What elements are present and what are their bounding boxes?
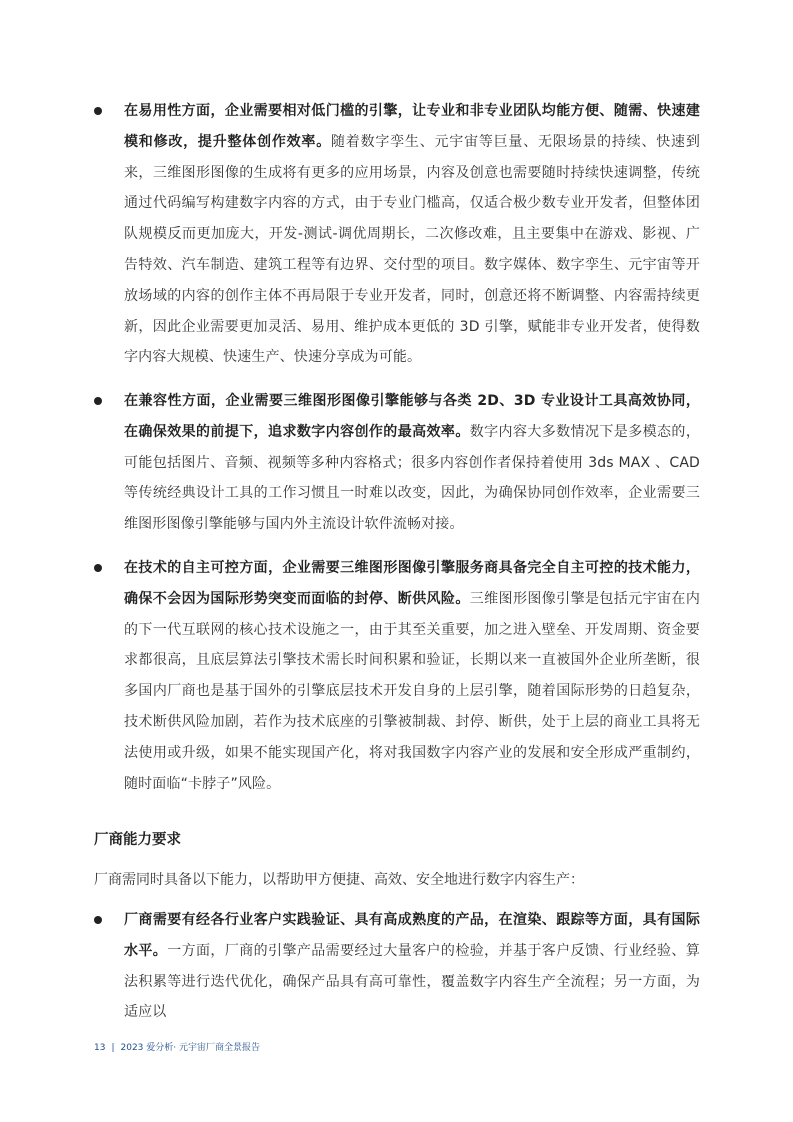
bullet-icon <box>94 397 102 405</box>
bullet-body-text: 数字内容大多数情况下是多模态的，可能包括图片、音频、视频等多种内容格式；很多内容创作者保持着使用 3ds MAX 、CAD 等传统经典设计工具的工作习惯且一时难以改变，因此，为确保协同创作效率，企业需要三维图形图像引擎能够与国内外主流设计软件流畅对接。 <box>124 423 700 533</box>
bullet-bold-lead: 在兼容性方面，企业需要三维图形图像引擎能够与各类 2D、3D 专业设计工具高效协同，在确保效果的前提下，追求数字内容创作的最高效率。 <box>124 393 700 440</box>
bullet-icon <box>94 107 102 115</box>
bullet-paragraph <box>124 96 700 373</box>
page-number: 13 <box>94 1043 106 1053</box>
page-footer <box>94 1040 260 1053</box>
footer-separator: | <box>111 1043 115 1053</box>
bullet-body-text: 随着数字孪生、元宇宙等巨量、无限场景的持续、快速到来，三维图形图像的生成将有更多的应用场景，内容及创意也需要随时持续快速调整，传统通过代码编写构建数字内容的方式，由于专业门槛高，仅适合极少数专业开发者，但整体团队规模反而更加庞大，开发-测试-调优周期长，二次修改难，且主要集中在游戏、影视、广告特效、汽车制造、建筑工程等有边界、交付型的项目。数字媒体、数字孪生、元宇宙等开放场域的内容的创作主体不再局限于专业开发者，同时，创意还将不断调整、内容需持续更新，因此企业需要更加灵活、易用、维护成本更低的 3D 引擎，赋能非专业开发者，使得数字内容大规模、快速生产、快速分享成为可能。 <box>124 133 700 366</box>
section-heading: 厂商能力要求 <box>94 832 181 848</box>
section-intro: 厂商需同时具备以下能力，以帮助甲方便捷、高效、安全地进行数字内容生产： <box>94 872 584 888</box>
bullet-icon <box>94 564 102 572</box>
bullet-bold-lead: 厂商需要有经各行业客户实践验证、具有高成熟度的产品，在渲染、跟踪等方面，具有国际水平。 <box>124 912 700 959</box>
bullet-paragraph <box>124 905 700 1028</box>
bullet-body-text: 一方面，厂商的引擎产品需要经过大量客户的检验，并基于客户反馈、行业经验、算法积累等进行迭代优化，确保产品具有高可靠性，覆盖数字内容生产全流程；另一方面，为适应以 <box>124 942 700 1021</box>
bullet-bold-lead: 在易用性方面，企业需要相对低门槛的引擎，让专业和非专业团队均能方便、随需、快速建模和修改，提升整体创作效率。 <box>124 103 700 150</box>
bullet-body-text: 三维图形图像引擎是包括元宇宙在内的下一代互联网的核心技术设施之一，由于其至关重要，加之进入壁垒、开发周期、资金要求都很高，且底层算法引擎技术需长时间积累和验证，长期以来一直被国外企业所垄断，很多国内厂商也是基于国外的引擎底层技术开发自身的上层引擎，随着国际形势的日趋复杂，技术断供风险加剧，若作为技术底座的引擎被制裁、封停、断供，处于上层的商业工具将无法使用或升级，如果不能实现国产化，将对我国数字内容产业的发展和安全形成严重制约，随时面临“卡脖子”风险。 <box>124 590 700 792</box>
bullet-icon <box>94 916 102 924</box>
bullet-bold-lead: 在技术的自主可控方面，企业需要三维图形图像引擎服务商具备完全自主可控的技术能力，确保不会因为国际形势突变而面临的封停、断供风险。 <box>124 560 700 607</box>
bullet-paragraph <box>124 553 700 799</box>
bullet-paragraph <box>124 386 700 540</box>
report-title: 2023 爱分析· 元宇宙厂商全景报告 <box>120 1043 260 1053</box>
